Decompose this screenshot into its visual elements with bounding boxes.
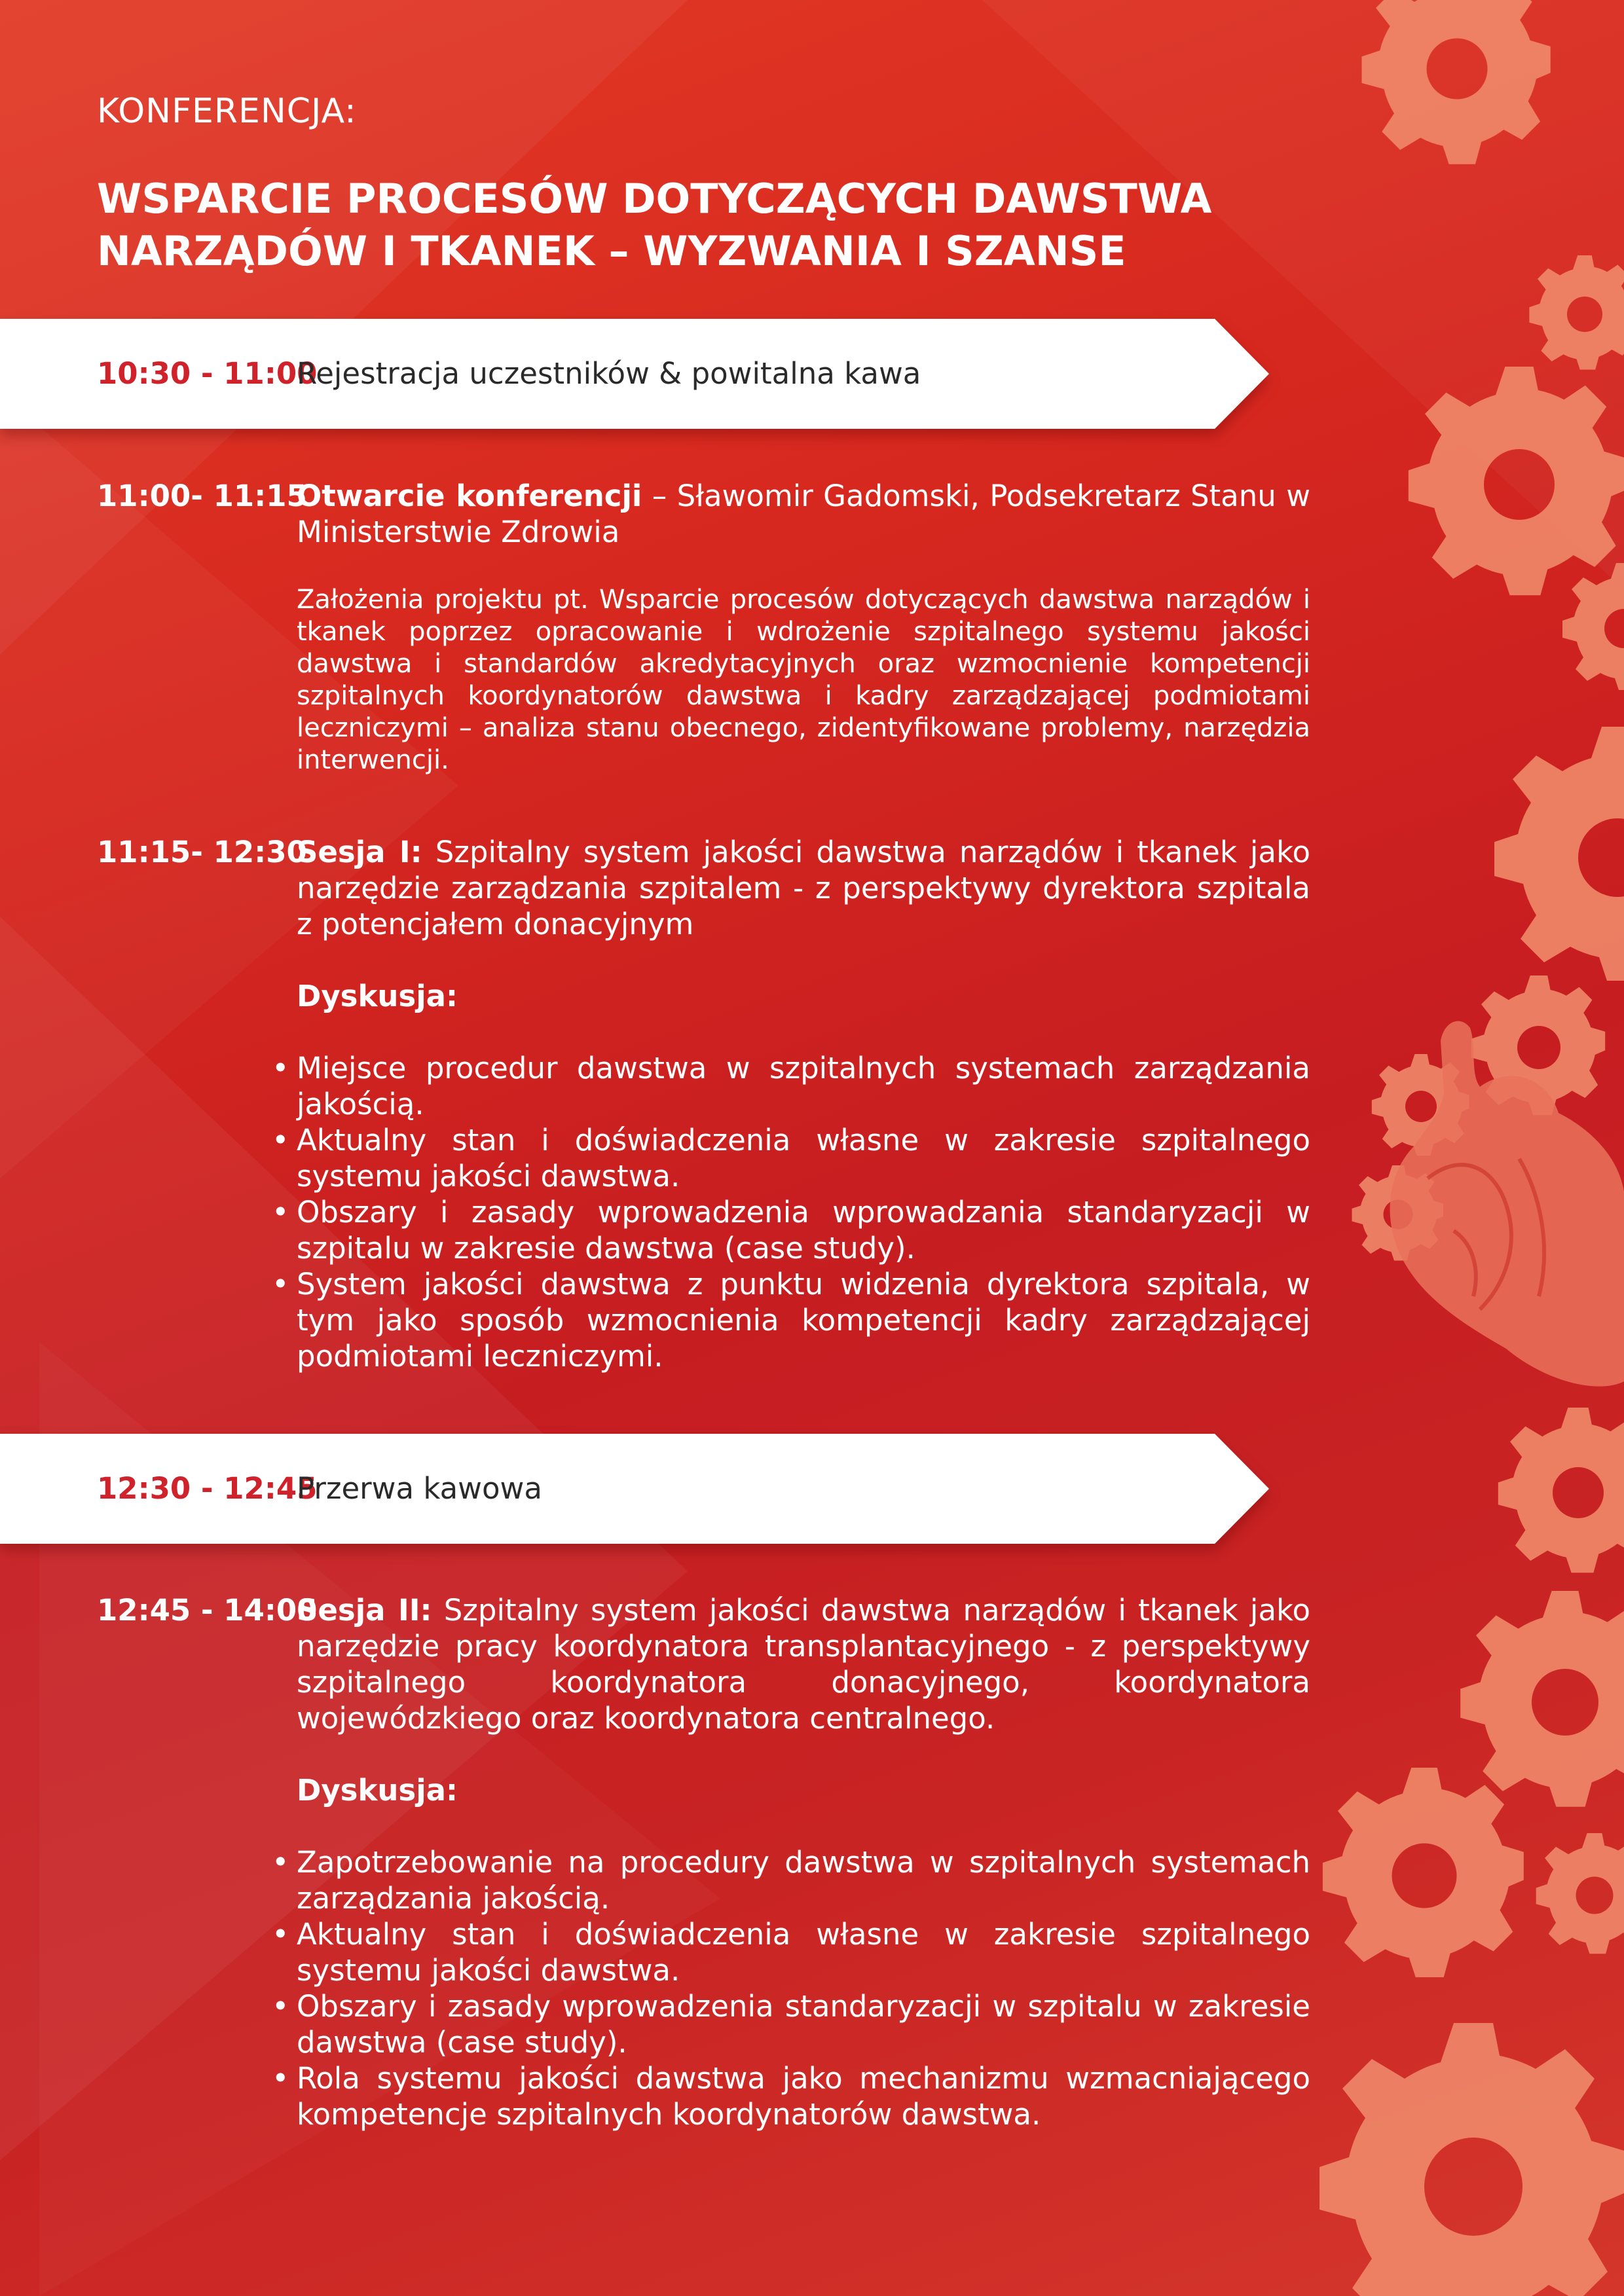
- session1-text: Szpitalny system jakości dawstwa narządów i tkanek jako narzędzie zarządzania szpitalem - z perspektywy dyrektora szpitala z potencjałem donacyjnym: [297, 835, 1310, 941]
- title-line-1: WSPARCIE PROCESÓW DOTYCZĄCYCH DAWSTWA: [97, 175, 1212, 223]
- session2-discussion-list: [297, 1844, 1310, 2132]
- list-item: • Aktualny stan i doświadczenia własne w zakresie szpitalnego systemu jakości dawstwa.: [297, 1916, 1310, 1988]
- session2-time: 12:45 - 14:00: [97, 1593, 318, 1628]
- list-item: • Obszary i zasady wprowadzenia standaryzacji w szpitalu w zakresie dawstwa (case study).: [297, 1988, 1310, 2060]
- session1-body: [297, 834, 1310, 1374]
- session2-discussion-label: Dyskusja:: [297, 1773, 458, 1808]
- list-item: • Aktualny stan i doświadczenia własne w zakresie szpitalnego systemu jakości dawstwa.: [297, 1122, 1310, 1194]
- header: [97, 92, 1341, 278]
- opening-body: [297, 478, 1310, 776]
- session1-time: 11:15- 12:30: [97, 835, 307, 869]
- session1-discussion-list: [297, 1050, 1310, 1374]
- gear-icon: [1323, 1768, 1524, 1977]
- session1-label: Sesja I:: [297, 835, 422, 869]
- list-item: • Miejsce procedur dawstwa w szpitalnych systemach zarządzania jakością.: [297, 1050, 1310, 1122]
- opening-title: Otwarcie konferencji: [297, 479, 642, 513]
- gear-icon: [1460, 1591, 1624, 1807]
- session1-discussion-label: Dyskusja:: [297, 979, 458, 1013]
- gear-icon: [1562, 563, 1624, 690]
- opening-time: 11:00- 11:15: [97, 479, 307, 513]
- opening-speaker: – Sławomir Gadomski, Podsekretarz Stanu w Ministerstwie Zdrowia: [297, 479, 1310, 549]
- session2-label: Sesja II:: [297, 1593, 432, 1628]
- registration-label: Rejestracja uczestników & powitalna kawa: [297, 356, 921, 391]
- agenda-band-coffee-break: [0, 1434, 1269, 1544]
- gear-icon: [1536, 1833, 1624, 1954]
- list-item: • Zapotrzebowanie na procedury dawstwa w szpitalnych systemach zarządzania jakością.: [297, 1844, 1310, 1916]
- list-item: • Rola systemu jakości dawstwa jako mechanizmu wzmacniającego kompetencje szpitalnych koordynatorów dawstwa.: [297, 2060, 1310, 2132]
- coffee-break-label: Przerwa kawowa: [297, 1471, 542, 1506]
- title-line-2: NARZĄDÓW I TKANEK – WYZWANIA I SZANSE: [97, 227, 1126, 275]
- gear-icon: [1320, 2023, 1624, 2296]
- registration-time: 10:30 - 11:00: [97, 356, 318, 391]
- list-item: • Obszary i zasady wprowadzenia wprowadzania standaryzacji w szpitalu w zakresie dawstwa (case study).: [297, 1194, 1310, 1266]
- conference-title: [97, 173, 1341, 278]
- coffee-break-time: 12:30 - 12:45: [97, 1471, 318, 1506]
- agenda-band-registration: [0, 319, 1269, 429]
- gear-icon: [1494, 727, 1624, 981]
- opening-heading: [297, 478, 1310, 550]
- session2-text: Szpitalny system jakości dawstwa narządów i tkanek jako narzędzie pracy koordynatora transplantacyjnego - z perspektywy szpitalnego koordynatora donacyjnego, koordynatora wojewódzkiego oraz koordynatora centralnego.: [297, 1593, 1311, 1736]
- list-item: • System jakości dawstwa z punktu widzenia dyrektora szpitala, w tym jako sposób wzmocnienia kompetencji kadry zarządzającej podmiotami leczniczymi.: [297, 1266, 1310, 1374]
- gear-icon: [1498, 1408, 1624, 1573]
- session2-heading: [297, 1592, 1310, 1736]
- opening-description: Założenia projektu pt. Wsparcie procesów dotyczących dawstwa narządów i tkanek poprzez opracowanie i wdrożenie szpitalnego systemu jakości dawstwa i standardów akredytacyjnych oraz wzmocnienie kompetencji szpitalnych koordynatorów dawstwa i kadry zarządzającej podmiotami leczniczymi – analiza stanu obecnego, zidentyfikowane problemy, narzędzia interwencji.: [297, 585, 1310, 775]
- conference-kicker: KONFERENCJA:: [97, 92, 357, 131]
- session1-heading: [297, 834, 1310, 942]
- session2-body: [297, 1592, 1310, 2132]
